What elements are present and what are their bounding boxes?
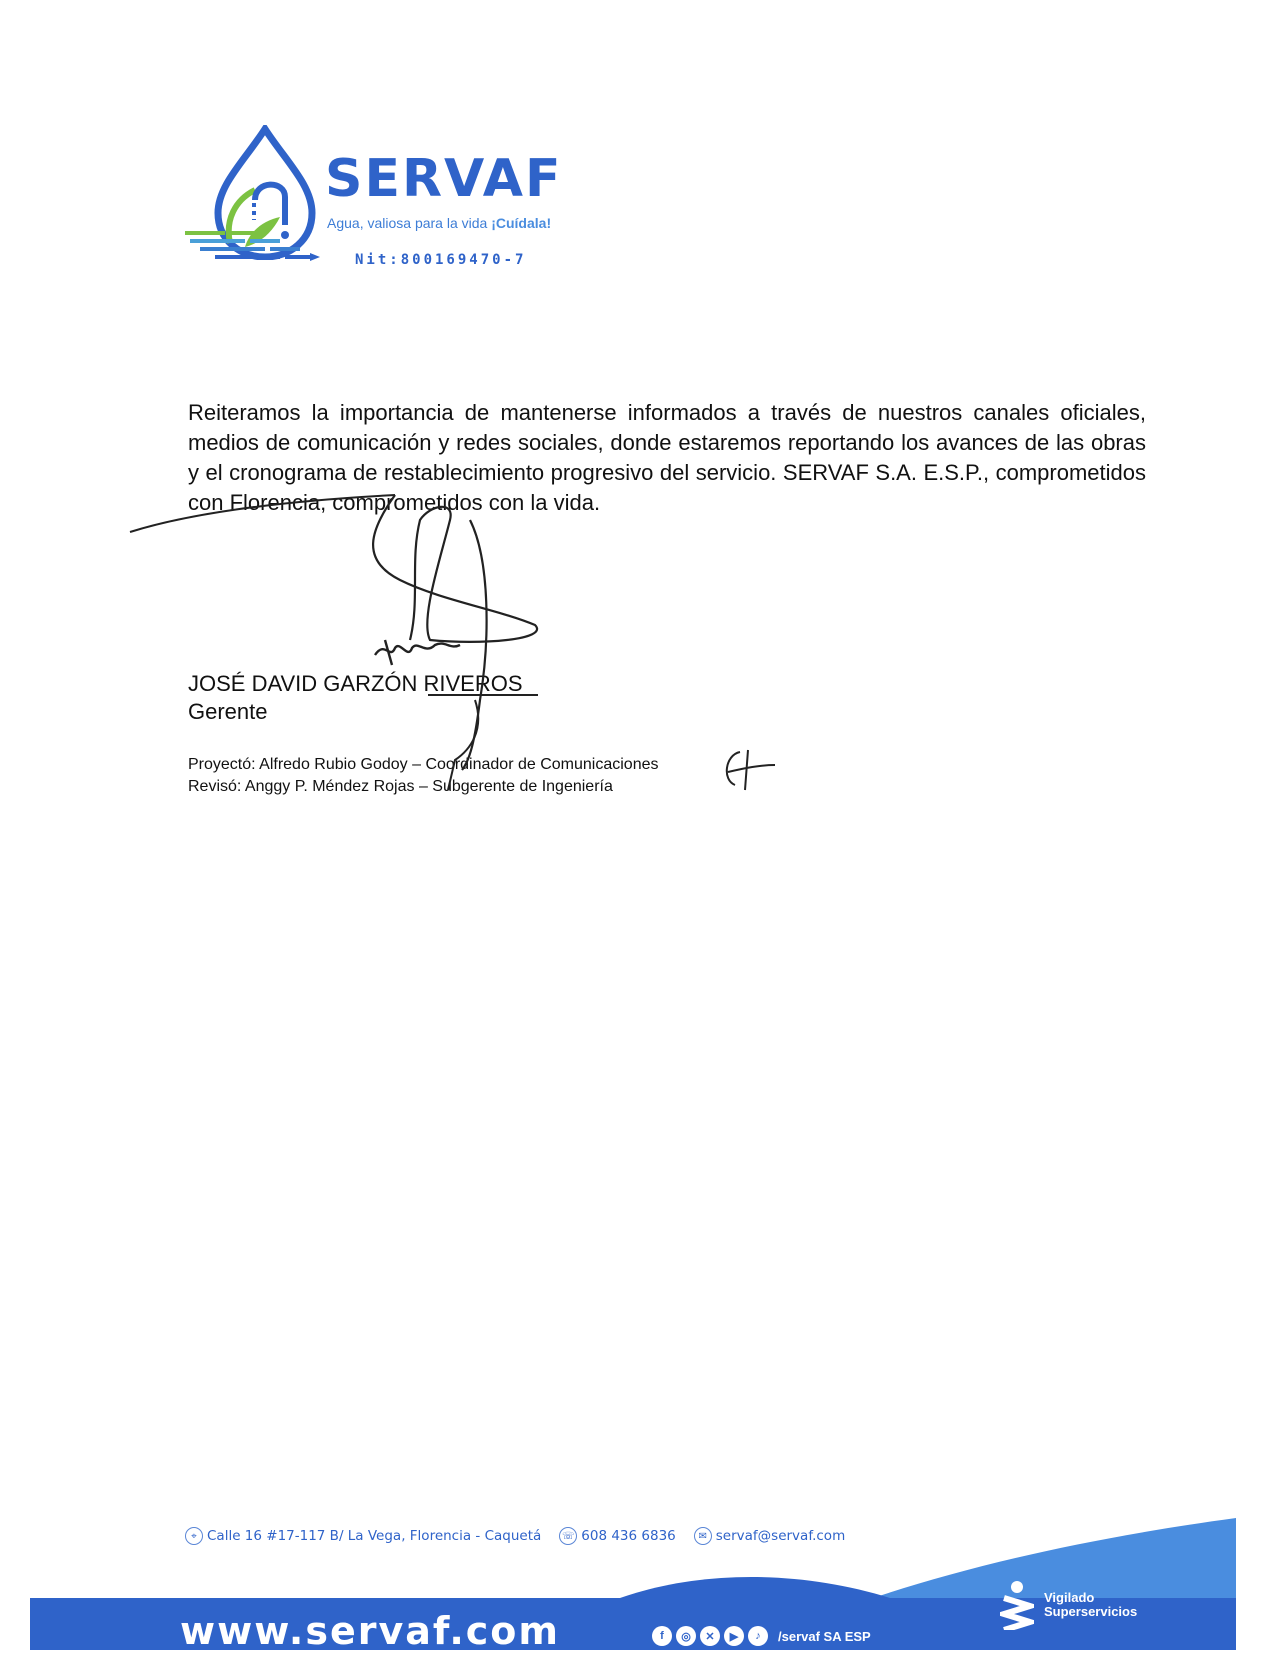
servaf-logo xyxy=(185,125,565,275)
social-handle: /servaf SA ESP xyxy=(778,1628,871,1644)
twitter-icon: ✕ xyxy=(700,1626,720,1646)
footer-phone: 608 436 6836 xyxy=(581,1528,676,1544)
brand-tagline: Agua, valiosa para la vida ¡Cuídala! xyxy=(327,215,552,231)
prepared-by: Proyectó: Alfredo Rubio Godoy – Coordinador de Comunicaciones xyxy=(188,756,659,773)
superservicios-logo-icon xyxy=(1000,1580,1034,1630)
facebook-icon: f xyxy=(652,1626,672,1646)
instagram-icon: ◎ xyxy=(676,1626,696,1646)
footer-contact xyxy=(185,1527,855,1545)
footer-address: Calle 16 #17-117 B/ La Vega, Florencia - Caquetá xyxy=(207,1528,542,1544)
footer-email: servaf@servaf.com xyxy=(715,1528,846,1544)
tiktok-icon: ♪ xyxy=(748,1626,768,1646)
social-links xyxy=(652,1626,871,1646)
waves-icon xyxy=(185,225,325,265)
phone-icon: ☏ xyxy=(559,1527,577,1545)
brand-name: SERVAF xyxy=(325,149,563,209)
signer-role: Gerente xyxy=(188,699,268,724)
signer-name: JOSÉ DAVID GARZÓN RIVEROS xyxy=(188,671,523,696)
location-icon: ⌖ xyxy=(185,1527,203,1545)
youtube-icon: ▶ xyxy=(724,1626,744,1646)
email-icon: ✉ xyxy=(694,1527,712,1545)
footer-website: www.servaf.com xyxy=(180,1609,560,1653)
document-credits xyxy=(188,754,659,798)
tax-id: Nit:800169470-7 xyxy=(355,252,527,268)
superservicios-label: Superservicios xyxy=(1044,1604,1138,1619)
reviewed-by: Revisó: Anggy P. Méndez Rojas – Subgerente de Ingeniería xyxy=(188,778,613,795)
vigilado-label: Vigilado xyxy=(1044,1590,1095,1605)
body-paragraph: Reiteramos la importancia de mantenerse informados a través de nuestros canales oficiales, medios de comunicación y redes sociales, donde estaremos reportando los avances de las obras y el cronograma de restablecimiento progresivo del servicio. SERVAF S.A. E.S.P., comprometidos con Florencia, comprometidos con la vida. xyxy=(188,400,1146,515)
superservicios-badge xyxy=(1000,1580,1137,1630)
signature-block xyxy=(188,670,523,726)
